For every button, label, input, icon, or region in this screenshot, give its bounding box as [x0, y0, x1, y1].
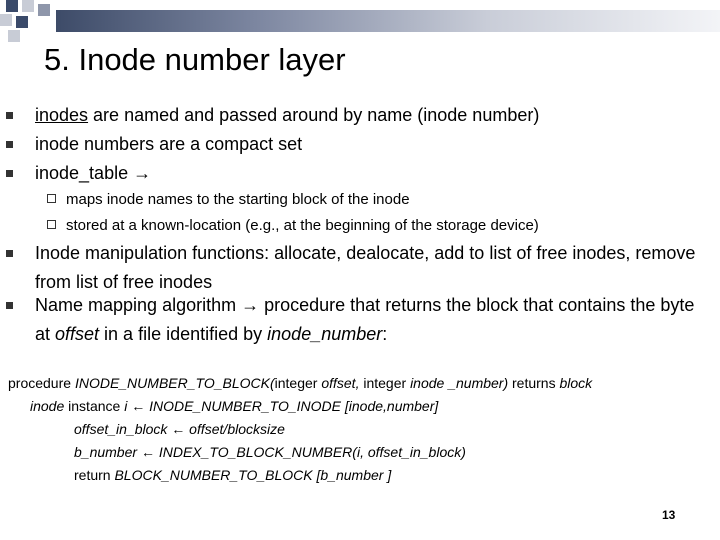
code-line-offset: offset_in_block ← offset/blocksize: [74, 421, 285, 437]
sub-bullet-maps: maps inode names to the starting block of the inode: [66, 191, 410, 208]
decor-square: [22, 0, 34, 12]
checkbox-bullet-icon: [47, 220, 56, 229]
sub-bullet-stored: stored at a known-location (e.g., at the beginning of the storage device): [66, 217, 539, 234]
bullet-inode-manipulation: Inode manipulation functions: allocate, dealocate, add to list of free inodes, remove from list of free inodes: [35, 243, 696, 292]
slide-title: 5. Inode number layer: [44, 42, 346, 77]
checkbox-bullet-icon: [47, 194, 56, 203]
code-line-bnumber: b_number ← INDEX_TO_BLOCK_NUMBER(i, offset_in_block): [74, 444, 466, 460]
arrow-left-icon: ←: [140, 444, 155, 460]
decor-square: [8, 30, 20, 42]
decor-square: [16, 16, 28, 28]
bullet-inode-table: inode_table →: [35, 163, 152, 183]
bullet-square-icon: [6, 302, 13, 309]
page-number: 13: [662, 508, 676, 522]
decor-square: [0, 14, 12, 26]
bullet-inodes-named: inodes are named and passed around by name (inode number): [35, 105, 540, 125]
bullet-compact-set: inode numbers are a compact set: [35, 134, 303, 154]
arrow-left-icon: ←: [171, 421, 186, 437]
arrow-left-icon: ←: [131, 398, 146, 414]
bullet-square-icon: [6, 112, 13, 119]
title-gradient-bar: [56, 10, 720, 32]
bullet-square-icon: [6, 141, 13, 148]
inodes-link[interactable]: inodes: [35, 105, 89, 125]
decor-square: [38, 4, 50, 16]
bullet-square-icon: [6, 170, 13, 177]
code-line-procedure: procedure INODE_NUMBER_TO_BLOCK(integer offset, integer inode _number) returns block: [8, 375, 593, 391]
code-line-return: return BLOCK_NUMBER_TO_BLOCK [b_number ]: [74, 467, 392, 483]
code-line-instance: inode instance i ← INODE_NUMBER_TO_INODE [inode,number]: [30, 398, 439, 414]
arrow-right-icon: →: [241, 295, 260, 315]
bullet-square-icon: [6, 250, 13, 257]
arrow-right-icon: →: [133, 163, 152, 183]
decor-square: [6, 0, 18, 12]
bullet-name-mapping: Name mapping algorithm → procedure that returns the block that contains the byte at offset in a file identified by inode_number:: [35, 295, 695, 344]
